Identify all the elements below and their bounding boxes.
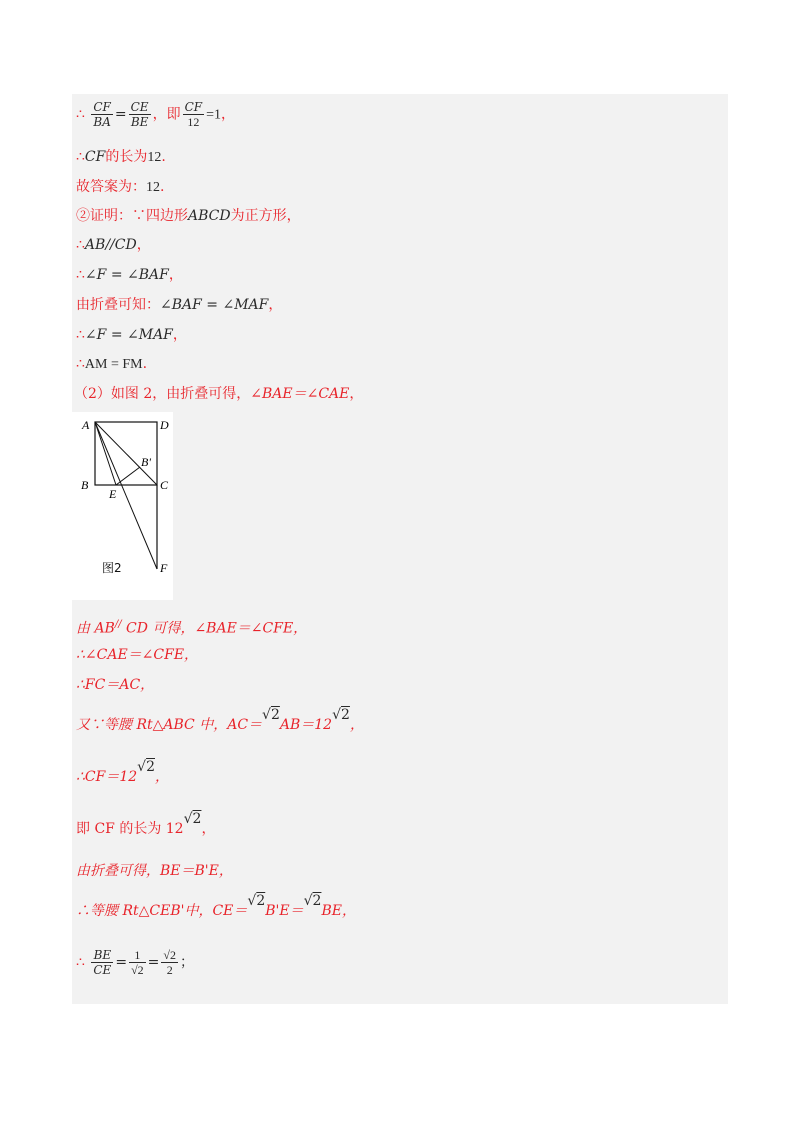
label-e: E — [109, 487, 117, 501]
line-2: ∴CF的长为12. — [76, 149, 166, 165]
line-3: 故答案为：12. — [76, 179, 165, 195]
label-b: B — [81, 478, 89, 492]
fraction-be-ce: $\frac{BE}{CE}$ — [93, 948, 112, 977]
line-11: 由 AB// CD 可得，∠BAE＝∠CFE， — [76, 619, 308, 637]
line-15: ∴CF＝12√2， — [76, 759, 169, 785]
fraction-sqrt2-2: $\frac{√2}{2}$ — [163, 948, 176, 977]
label-f: F — [160, 561, 168, 575]
line-13: ∴FC＝AC， — [76, 677, 155, 693]
line-9: ∴AM = FM. — [76, 356, 148, 372]
sqrt-2: √2 — [183, 811, 202, 827]
line-7: 由折叠可知：∠BAF = ∠MAF， — [76, 297, 283, 313]
line-16: 即 CF 的长为 12√2， — [76, 811, 216, 837]
fraction-1-sqrt2: $\frac{1}{√2}$ — [131, 948, 144, 977]
line-12: ∴∠CAE＝∠CFE， — [76, 647, 199, 663]
line-6: ∴∠F = ∠BAF， — [76, 267, 183, 283]
sqrt-2: √2 — [247, 893, 266, 909]
fraction-ce-be: $\frac{CE}{BE}$ — [130, 100, 149, 129]
line-17: 由折叠可得，BE＝B'E， — [76, 863, 233, 879]
square-fold-diagram — [72, 412, 173, 600]
line-1: ∴ $\frac{CF}{BA}$ = $\frac{CE}{BE}$ ，即 $\frac{CF}{12}$ =1， — [76, 100, 235, 129]
therefore-symbol: ∴ — [76, 106, 85, 123]
line-10: （2）如图 2，由折叠可得，∠BAE＝∠CAE， — [74, 386, 364, 402]
fraction-cf-ba: $\frac{CF}{BA}$ — [93, 100, 111, 129]
sqrt-2: √2 — [303, 893, 322, 909]
line-18: ∴等腰 Rt△CEB'中，CE＝√2B'E＝√2BE， — [76, 893, 356, 919]
sqrt-2: √2 — [262, 707, 280, 723]
sqrt-2: √2 — [332, 707, 350, 723]
line-4: ②证明：∵四边形ABCD为正方形， — [76, 208, 301, 224]
line-19: ∴ $\frac{BE}{CE}$ = $\frac{1}{√2}$ = $\frac{√2}{2}$ ； — [76, 948, 194, 977]
figure-caption: 图2 — [102, 561, 122, 575]
label-c: C — [160, 478, 169, 492]
line-14: 又∵等腰 Rt△ABC 中，AC＝√2AB＝12√2， — [76, 707, 364, 733]
geometry-figure-2 — [72, 412, 173, 600]
label-a: A — [82, 418, 90, 432]
sqrt-2: √2 — [137, 759, 155, 775]
line-5: ∴AB//CD， — [76, 237, 151, 253]
fraction-cf-12: $\frac{CF}{12}$ — [184, 100, 203, 129]
line-8: ∴∠F = ∠MAF， — [76, 327, 187, 343]
label-b-prime: B' — [141, 455, 151, 469]
label-d: D — [160, 418, 169, 432]
